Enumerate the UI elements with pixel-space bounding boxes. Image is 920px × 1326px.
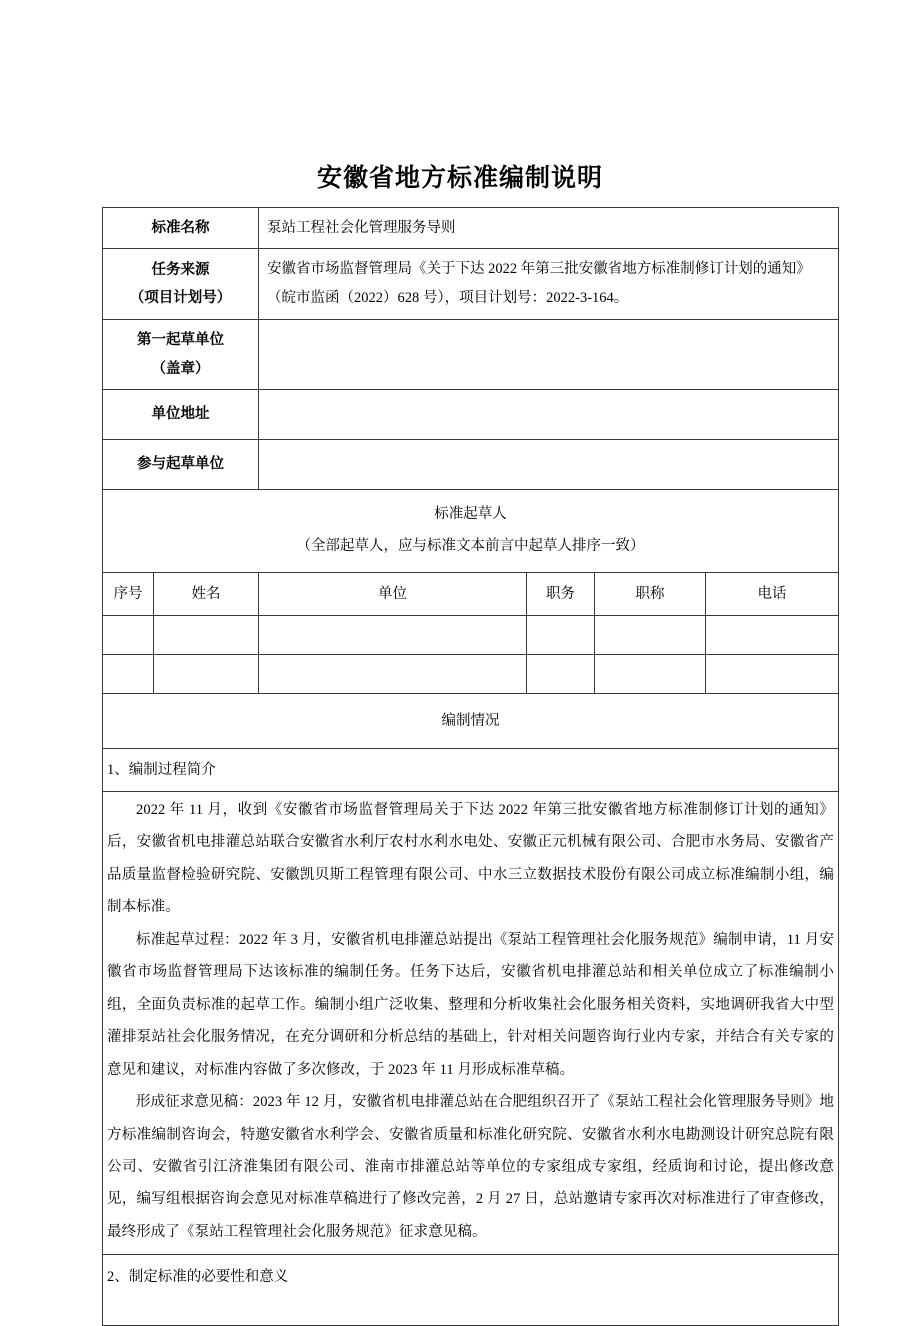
label-task-source-line1: 任务来源 [151, 262, 210, 278]
compilation-body [103, 791, 839, 1255]
table-row-task-source [103, 249, 839, 320]
drafters-header-note: （全部起草人，应与标准文本前言中起草人排序一致） [296, 537, 645, 554]
compilation-section-title: 编制情况 [103, 693, 839, 748]
cell-title[interactable] [595, 654, 706, 693]
column-header-name: 姓名 [154, 572, 259, 615]
table-row-drafters-columns [103, 572, 839, 615]
cell-unit[interactable] [259, 654, 527, 693]
standard-description-table [102, 207, 839, 1326]
compilation-item1-heading: 1、编制过程简介 [103, 748, 839, 791]
cell-unit[interactable] [259, 615, 527, 654]
cell-phone[interactable] [706, 615, 839, 654]
label-first-drafting-unit-line2: （盖章） [151, 360, 210, 377]
table-row-compilation-body [103, 791, 839, 1255]
column-header-title: 职称 [595, 572, 706, 615]
table-row-drafters-header [103, 489, 839, 572]
value-unit-address[interactable] [259, 389, 839, 439]
cell-index[interactable] [103, 615, 154, 654]
paragraph-2: 标准起草过程：2022 年 3 月，安徽省机电排灌总站提出《泵站工程管理社会化服务规范》编制申请，11 月安徽省市场监督管理局下达该标准的编制任务。任务下达后，安徽省机电排灌总站和相关单位成立了标准编制小组，全面负责标准的起草工作。编制小组广泛收集、整理和分析收集社会化服务相关资料，实地调研我省大中型灌排泵站社会化服务情况，在充分调研和分析总结的基础上，针对相关问题咨询行业内专家，并结合有关专家的意见和建议，对标准内容做了多次修改，于 2023 年 11 月形成标准草稿。 [107, 931, 834, 1078]
table-row-item1-heading [103, 748, 839, 791]
table-row [103, 654, 839, 693]
cell-name[interactable] [154, 615, 259, 654]
value-first-drafting-unit[interactable] [259, 320, 839, 390]
value-standard-name[interactable]: 泵站工程社会化管理服务导则 [259, 208, 839, 249]
drafters-header-title: 标准起草人 [434, 505, 507, 522]
label-first-drafting-unit-line1: 第一起草单位 [137, 332, 224, 349]
paragraph-1: 2022 年 11 月，收到《安徽省市场监督管理局关于下达 2022 年第三批安徽省地方标准制修订计划的通知》后，安徽省机电排灌总站联合安徽省水利厅农村水利水电处、安徽正元机械有限公司、合肥市水务局、安徽省产品质量监督检验研究院、安徽凯贝斯工程管理有限公司、中水三立数据技术股份有限公司成立标准编制小组，编制本标准。 [107, 801, 834, 916]
table-row-standard-name [103, 208, 839, 249]
label-task-source-line2: （项目计划号） [129, 290, 232, 307]
table-row-item2-heading [103, 1255, 839, 1326]
label-task-source [103, 249, 259, 320]
table-row-first-drafting-unit [103, 320, 839, 390]
drafters-header [103, 489, 839, 572]
cell-index[interactable] [103, 654, 154, 693]
table-row-unit-address [103, 389, 839, 439]
cell-name[interactable] [154, 654, 259, 693]
page-title: 安徽省地方标准编制说明 [316, 164, 603, 192]
value-task-source[interactable] [259, 249, 839, 320]
table-row [103, 615, 839, 654]
cell-phone[interactable] [706, 654, 839, 693]
table-row-participating-units [103, 439, 839, 489]
cell-position[interactable] [527, 615, 595, 654]
value-task-source-line2: （皖市监函（2022）628 号），项目计划号：2022-3-164。 [267, 290, 629, 307]
label-standard-name: 标准名称 [103, 208, 259, 249]
cell-title[interactable] [595, 615, 706, 654]
table-row-compilation-title [103, 693, 839, 748]
cell-position[interactable] [527, 654, 595, 693]
label-unit-address: 单位地址 [103, 389, 259, 439]
column-header-phone: 电话 [706, 572, 839, 615]
label-first-drafting-unit [103, 320, 259, 390]
column-header-index: 序号 [103, 572, 154, 615]
label-participating-units: 参与起草单位 [103, 439, 259, 489]
column-header-unit: 单位 [259, 572, 527, 615]
column-header-position: 职务 [527, 572, 595, 615]
compilation-item2-heading: 2、制定标准的必要性和意义 [103, 1255, 839, 1326]
value-task-source-line1: 安徽省市场监督管理局《关于下达 2022 年第三批安徽省地方标准制修订计划的通知》 [267, 261, 811, 278]
paragraph-3: 形成征求意见稿：2023 年 12 月，安徽省机电排灌总站在合肥组织召开了《泵站工程社会化管理服务导则》地方标准编制咨询会，特邀安徽省水利学会、安徽省质量和标准化研究院、安徽省水利水电勘测设计研究总院有限公司、安徽省引江济淮集团有限公司、淮南市排灌总站等单位的专家组成专家组，经质询和讨论，提出修改意见，编写组根据咨询会意见对标准草稿进行了修改完善，2 月 27 日，总站邀请专家再次对标准进行了审查修改，最终形成了《泵站工程管理社会化服务规范》征求意见稿。 [107, 1094, 834, 1240]
value-participating-units[interactable] [259, 439, 839, 489]
